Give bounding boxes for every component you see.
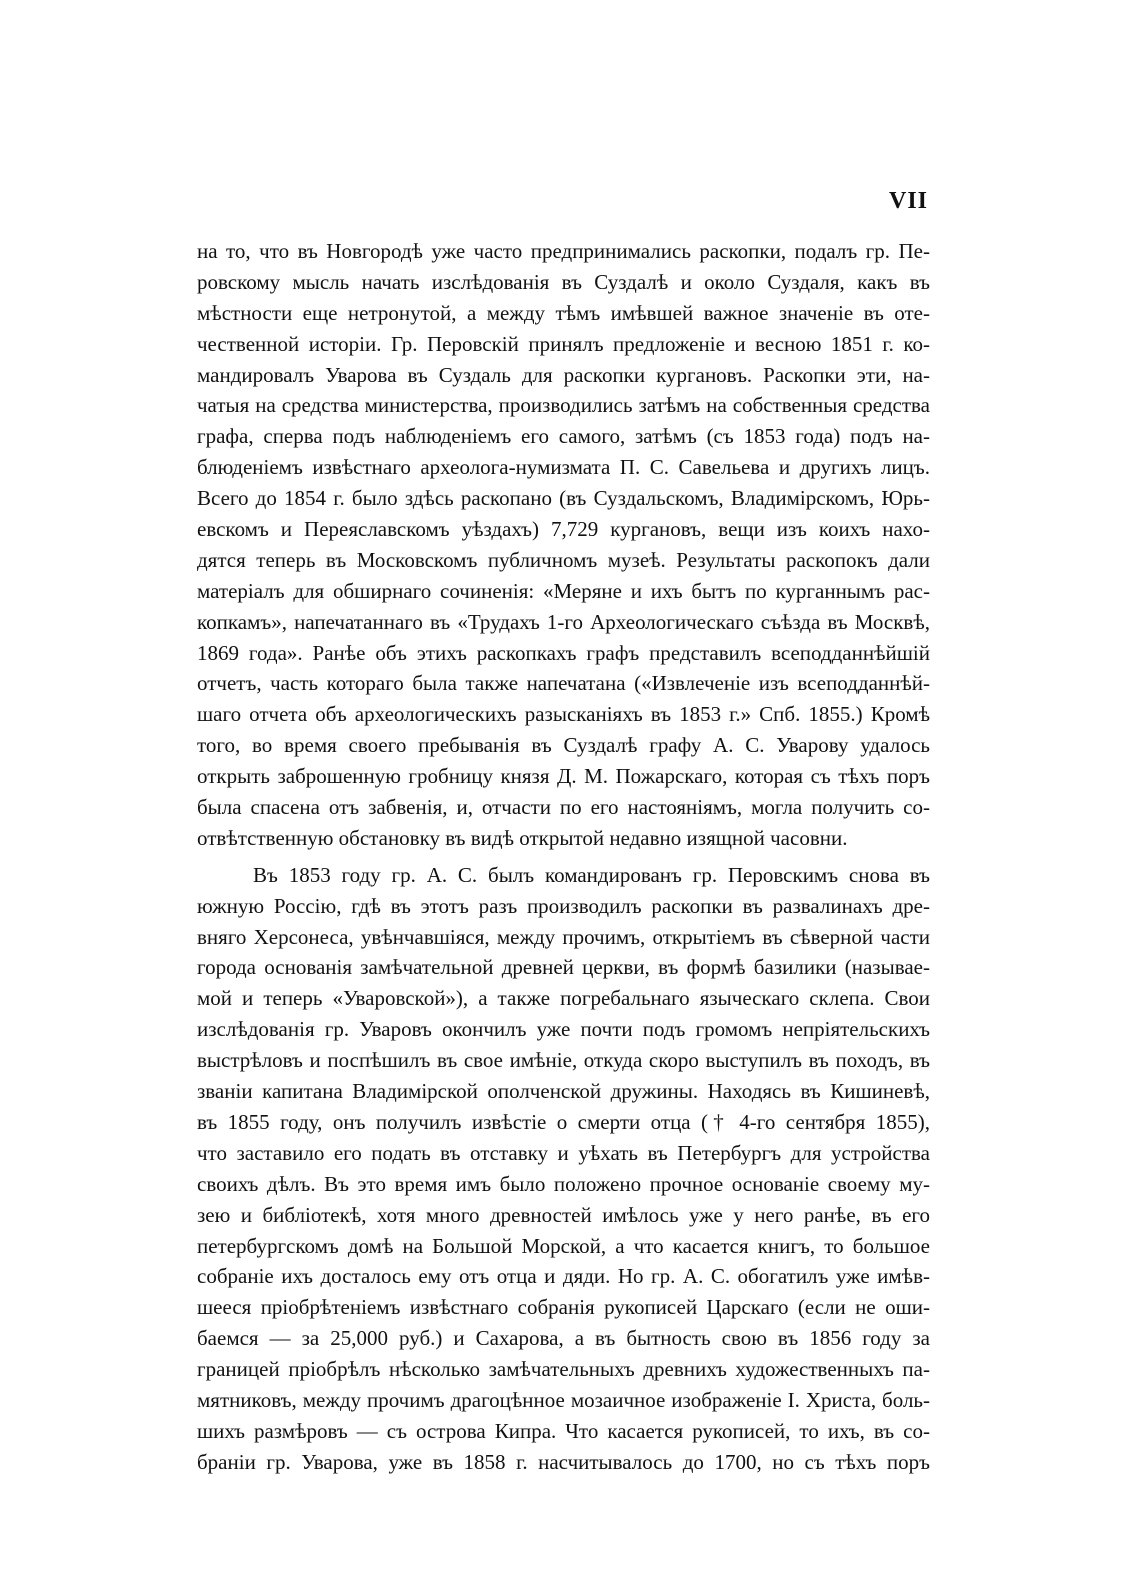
text-line: изслѣдованія гр. Уваровъ окончилъ уже почти подъ громомъ непріятельскихъ bbox=[197, 1017, 930, 1042]
text-line: шихъ размѣровъ — съ острова Кипра. Что касается рукописей, то ихъ, въ со- bbox=[197, 1418, 930, 1443]
text-line: шееся пріобрѣтеніемъ извѣстнаго собранія рукописей Царскаго (если не оши- bbox=[197, 1295, 930, 1320]
body-text bbox=[197, 236, 930, 1478]
text-line: мандировалъ Уварова въ Суздаль для раскопки кургановъ. Раскопки эти, на- bbox=[197, 362, 930, 387]
text-line: того, во время своего пребыванія въ Суздалѣ графу А. С. Уварову удалось bbox=[197, 733, 930, 758]
text-line: собраніе ихъ досталось ему отъ отца и дяди. Но гр. А. С. обогатилъ уже имѣв- bbox=[197, 1264, 930, 1289]
text-line: южную Россію, гдѣ въ этотъ разъ производилъ раскопки въ развалинахъ дре- bbox=[197, 893, 930, 918]
text-line: чатыя на средства министерства, производились затѣмъ на собственныя средства bbox=[197, 393, 930, 418]
text-line: отвѣтственную обстановку въ видѣ открытой недавно изящной часовни. bbox=[197, 825, 848, 850]
text-line: графа, сперва подъ наблюденіемъ его самого, затѣмъ (съ 1853 года) подъ на- bbox=[197, 424, 930, 449]
page-number: VII bbox=[888, 188, 928, 214]
text-line: выстрѣловъ и поспѣшилъ въ свое имѣніе, откуда скоро выступилъ въ походъ, въ bbox=[197, 1048, 930, 1073]
text-line: званіи капитана Владимірской ополченской дружины. Находясь въ Кишиневѣ, bbox=[197, 1079, 930, 1104]
text-line: въ 1855 году, онъ получилъ извѣстіе о смерти отца († 4-го сентября 1855), bbox=[197, 1109, 930, 1134]
text-line: чественной исторіи. Гр. Перовскій принялъ предложеніе и весною 1851 г. ко- bbox=[197, 331, 930, 356]
text-line: баемся — за 25,000 руб.) и Сахарова, а въ бытность свою въ 1856 году за bbox=[197, 1326, 930, 1351]
text-line: вняго Херсонеса, увѣнчавшіяся, между прочимъ, открытіемъ въ сѣверной части bbox=[197, 924, 930, 949]
text-line: отчетъ, часть котораго была также напечатана («Извлеченіе изъ всеподданнѣй- bbox=[197, 671, 930, 696]
text-line: дятся теперь въ Московскомъ публичномъ музеѣ. Результаты раскопокъ дали bbox=[197, 547, 930, 572]
text-line: мой и теперь «Уваровской»), а также погребальнаго языческаго склепа. Свои bbox=[197, 986, 930, 1011]
text-line: 1869 года». Ранѣе объ этихъ раскопкахъ графъ представилъ всеподданнѣйшій bbox=[197, 640, 930, 665]
text-line: браніи гр. Уварова, уже въ 1858 г. насчитывалось до 1700, но съ тѣхъ поръ bbox=[197, 1449, 930, 1474]
text-line: границей пріобрѣлъ нѣсколько замѣчательныхъ древнихъ художественныхъ па- bbox=[197, 1357, 930, 1382]
text-line: своихъ дѣлъ. Въ это время имъ было положено прочное основаніе своему му- bbox=[197, 1171, 930, 1196]
text-line: города основанія замѣчательной древней церкви, въ формѣ базилики (называе- bbox=[197, 955, 930, 980]
text-line: что заставило его подать въ отставку и уѣхать въ Петербургъ для устройства bbox=[197, 1140, 930, 1165]
text-line: блюденіемъ извѣстнаго археолога-нумизмата П. С. Савельева и другихъ лицъ. bbox=[197, 455, 930, 480]
text-line: ровскому мысль начать изслѣдованія въ Суздалѣ и около Суздаля, какъ въ bbox=[197, 269, 930, 294]
text-line: шаго отчета объ археологическихъ разысканіяхъ въ 1853 г.» Спб. 1855.) Кромѣ bbox=[197, 702, 930, 727]
text-line: Всего до 1854 г. было здѣсь раскопано (въ Суздальскомъ, Владимірскомъ, Юрь- bbox=[197, 486, 930, 511]
text-line: открыть заброшенную гробницу князя Д. М. Пожарскаго, которая съ тѣхъ поръ bbox=[197, 764, 930, 789]
text-line: матеріалъ для обширнаго сочиненія: «Меряне и ихъ бытъ по курганнымъ рас- bbox=[197, 578, 930, 603]
text-line: копкамъ», напечатаннаго въ «Трудахъ 1-го Археологическаго съѣзда въ Москвѣ, bbox=[197, 609, 930, 634]
paragraph-2 bbox=[197, 860, 930, 1478]
text-line: на то, что въ Новгородѣ уже часто предпринимались раскопки, подалъ гр. Пе- bbox=[197, 239, 930, 263]
text-line: мятниковъ, между прочимъ драгоцѣнное мозаичное изображеніе І. Христа, боль- bbox=[197, 1387, 930, 1412]
paragraph-1 bbox=[197, 236, 930, 854]
text-line: зею и библіотекѣ, хотя много древностей имѣлось уже у него ранѣе, въ его bbox=[197, 1202, 930, 1227]
text-line: Въ 1853 году гр. А. С. былъ командированъ гр. Перовскимъ снова въ bbox=[253, 862, 930, 887]
text-line: была спасена отъ забвенія, и, отчасти по его настояніямъ, могла получить со- bbox=[197, 795, 930, 820]
text-line: мѣстности еще нетронутой, а между тѣмъ имѣвшей важное значеніе въ оте- bbox=[197, 300, 930, 325]
text-line: евскомъ и Переяславскомъ уѣздахъ) 7,729 кургановъ, вещи изъ коихъ нахо- bbox=[197, 517, 930, 542]
text-line: петербургскомъ домѣ на Большой Морской, а что касается книгъ, то большое bbox=[197, 1233, 930, 1258]
